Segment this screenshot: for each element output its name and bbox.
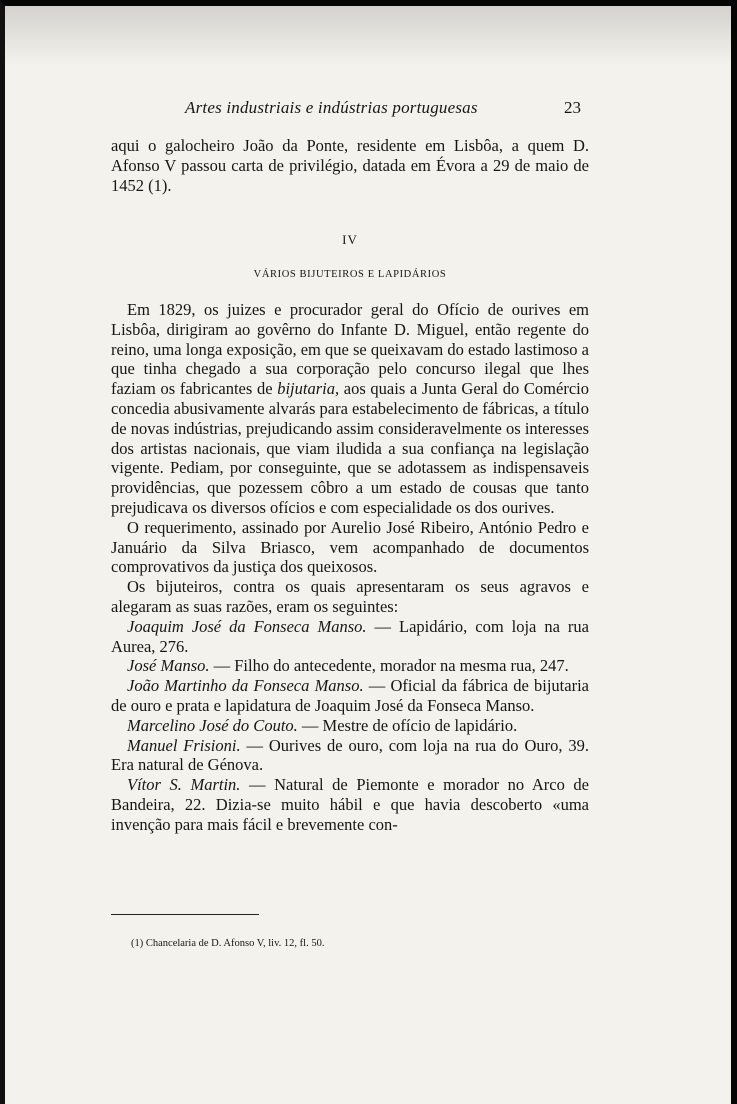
- text-block-main: [111, 300, 589, 835]
- scan-shadow: [5, 6, 731, 66]
- paragraph-1: [111, 300, 589, 518]
- footnote-divider: [111, 914, 259, 915]
- opening-paragraph: aqui o galocheiro João da Ponte, residente em Lisbôa, a quem D. Afonso V passou carta de privilégio, datada em Évora a 29 de maio de 1452 (1).: [111, 136, 589, 195]
- list-item: [111, 656, 589, 676]
- running-title: Artes industriais e indústrias portuguesas: [185, 98, 478, 117]
- list-item: [111, 775, 589, 834]
- footnote: (1) Chancelaria de D. Afonso V, liv. 12, fl. 50.: [131, 938, 325, 949]
- entry-text: — Natural de Piemonte e morador no Arco de Bandeira, 22. Dizia-se muito hábil e que havia descoberto «uma invenção para mais fácil e brevemente con-: [111, 775, 589, 834]
- entry-name: Joaquim José da Fonseca Manso.: [127, 616, 367, 636]
- text-block-top: [111, 136, 589, 195]
- entry-name: José Manso.: [127, 656, 210, 676]
- paragraph-3: Os bijuteiros, contra os quais apresentaram os seus agravos e alegaram as suas razões, eram os seguintes:: [111, 577, 589, 616]
- section-title: VÁRIOS BIJUTEIROS E LAPIDÁRIOS: [253, 269, 447, 280]
- entry-text: — Ourives de ouro, com loja na rua do Ouro, 39. Era natural de Génova.: [111, 735, 589, 775]
- paragraph-1-italic: bijutaria,: [277, 379, 340, 399]
- entry-name: Marcelino José do Couto.: [127, 715, 298, 735]
- entry-text: — Lapidário, com loja na rua Aurea, 276.: [111, 616, 589, 656]
- entry-name: Vítor S. Martin.: [127, 775, 241, 795]
- entry-text: — Filho do antecedente, morador na mesma rua, 247.: [209, 656, 569, 676]
- entry-name: Manuel Frisioni.: [127, 735, 241, 755]
- page-number: 23: [564, 98, 581, 117]
- list-item: [111, 716, 589, 736]
- list-item: [111, 617, 589, 657]
- section-number: IV: [342, 232, 358, 247]
- entry-name: João Martinho da Fonseca Manso.: [127, 676, 364, 696]
- entry-text: — Mestre de ofício de lapidário.: [297, 715, 518, 735]
- list-item: [111, 736, 589, 776]
- paragraph-2: O requerimento, assinado por Aurelio José Ribeiro, António Pedro e Januário da Silva Briasco, vem acompanhado de documentos comprovativos da justiça dos queixosos.: [111, 517, 589, 577]
- paragraph-1-part-b: aos quais a Junta Geral do Comércio concedia abusivamente alvarás para estabelecimento de fábricas, a título de novas indústrias, prejudicando assim consideravelmente os interesses dos artistas nacionais, que viam iludida a sua confiança na legislação vigente. Pediam, por conseguinte, que se adotassem as indispensaveis providências, que pozessem côbro a um estado de cousas que tanto prejudicava os diversos ofícios e com especialidade os dos ourives.: [111, 379, 589, 517]
- entry-text: — Oficial da fábrica de bijutaria de ouro e prata e lapidatura de Joaquim José da Fonseca Manso.: [111, 676, 589, 715]
- paragraph-1-part-a: Em 1829, os juizes e procurador geral do Ofício de ourives em Lisbôa, dirigiram ao govêrno do Infante D. Miguel, então regente do reino, uma longa exposição, em que se queixavam do estado lastimoso a que tinha chegado a sua corporação pelo concurso ilegal que lhes faziam os fabricantes de: [111, 300, 589, 399]
- list-item: [111, 676, 589, 716]
